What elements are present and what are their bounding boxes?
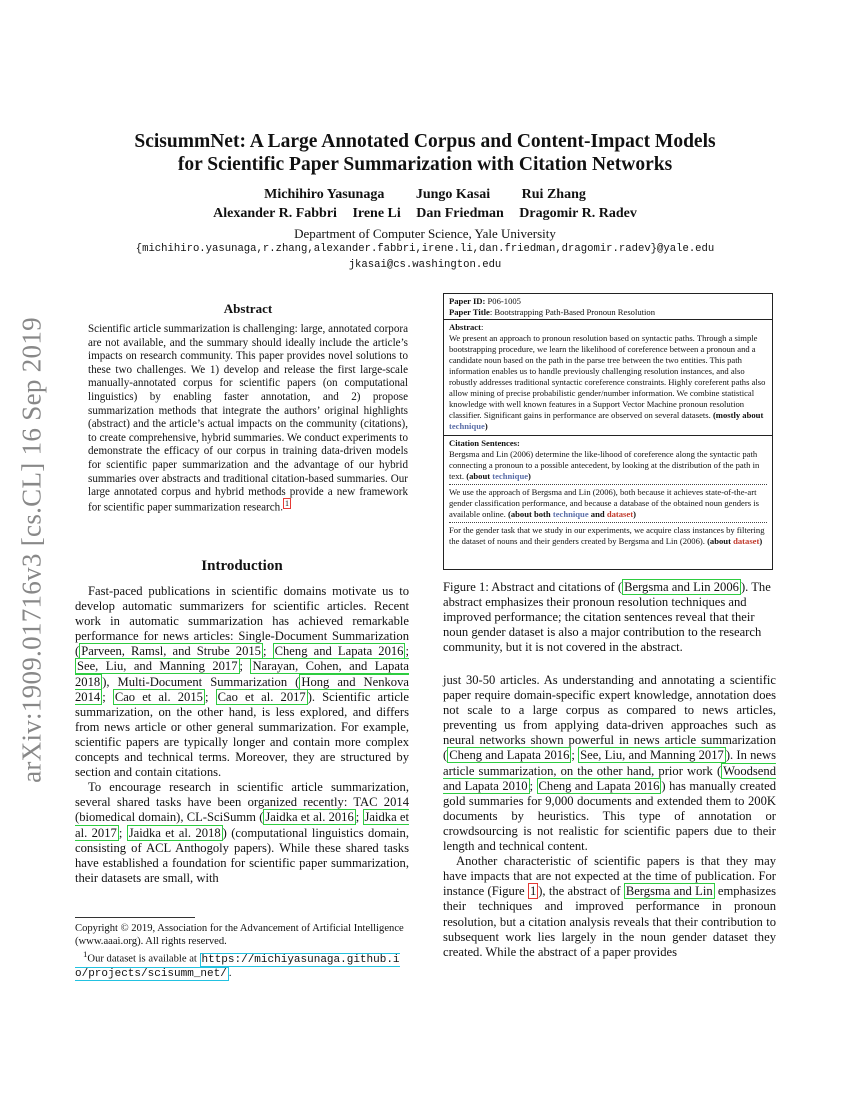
footnotes xyxy=(75,917,409,981)
citation-link[interactable]: Cao et al. 2017 xyxy=(217,689,306,704)
figure-dotted-divider xyxy=(449,484,767,485)
author-row-2 xyxy=(60,206,790,222)
figure-citation-1: Bergsma and Lin (2006) determine the like-lihood of coreference along the syntactic path connecting a pronoun to a possible antecedent, by looking at the distribution of the path in text. (about technique) xyxy=(449,449,760,481)
citation-link[interactable]: Jaidka et al. 2018 xyxy=(128,825,221,840)
citation-link[interactable]: Cheng and Lapata 2016 xyxy=(538,778,660,793)
dataset-url-link[interactable]: https://michiyasunaga.github.io/projects/scisumm_net/ xyxy=(75,953,400,980)
citation-link[interactable]: Cao et al. 2015 xyxy=(114,689,203,704)
intro-paragraph-2: To encourage research in scientific article summarization, several shared tasks have been organized recently: TAC 2014 (biomedical domain), CL-SciSumm ( Jaidka et al. 2016 ; Jaidka et al. 2017 ; Jaidka et al. 2018 ) (computational linguistics domain, consisting of ACL Anthogoly papers). While these shared tasks have established a foundation for scientific paper summarization, their datasets are small, with xyxy=(75,780,409,885)
figure-citation-3: For the gender task that we study in our experiments, we acquire class instances by filtering the dataset of nouns and their genders created by Bergsma and Lin (2006). (about dataset) xyxy=(449,525,765,546)
title-line-1: ScisummNet: A Large Annotated Corpus and Content-Impact Models xyxy=(134,131,716,152)
citation-link[interactable]: Hong and Nenkova 2014 xyxy=(75,674,409,704)
citation-link[interactable]: Cheng and Lapata 2016 xyxy=(449,748,570,763)
abstract-text: Scientific article summarization is challenging: large, annotated corpora are not available, and the summary should ideally include the article’s impacts on research community. This paper provides novel solutions to these two challenges. We 1) develop and release the first large-scale manually-annotated corpus for scientific papers (on computational linguistics) by enabling faster annotation, and 2) propose summarization methods that integrate the authors’ original highlights (abstract) and the article’s actual impacts on the community (citations), to create comprehensive, hybrid summaries. We conduct experiments to demonstrate the efficacy of our corpus in training data-driven models for scientific paper summarization and the advantage of our hybrid summaries over abstracts and traditional citation-based summaries. Our large annotated corpus and hybrid methods provide a new framework for scientific paper summarization research. xyxy=(88,323,408,514)
footnote-mark: 1 xyxy=(83,949,88,959)
introduction-heading: Introduction xyxy=(201,558,283,574)
citation-link[interactable]: Bergsma and Lin xyxy=(625,884,713,899)
author-email-secondary: jkasai@cs.washington.edu xyxy=(348,259,502,271)
author-name: Dan Friedman xyxy=(416,206,504,221)
author-name: Jungo Kasai xyxy=(415,187,491,202)
figure-citations-label: Citation Sentences: xyxy=(449,438,520,448)
author-name: Rui Zhang xyxy=(521,187,586,202)
footnote-1: $^1$Our dataset is available at https://michiyasunaga.github.io/projects/scisumm_net/ . xyxy=(75,949,400,980)
affiliation: Department of Computer Science, Yale University xyxy=(294,226,556,241)
right-paragraph-2: Another characteristic of scientific papers is that they may have impacts that are not expected at the time of publication. For instance (Figure 1 ), the abstract of Bergsma and Lin emphasizes their techniques and improved performance in pronoun resolution, but a citation analysis reveals that their contribution to subsequent work lies largely in the noun gender dataset they created. While the abstract of a paper provides xyxy=(443,854,776,959)
citation-link[interactable]: Jaidka et al. 2017 xyxy=(75,810,409,840)
figure-paper-id: Paper ID: P06-1005 xyxy=(449,296,521,306)
right-paragraph-1: just 30-50 articles. As understanding and annotating a scientific paper require domain-specific expert knowledge, annotation does not scale to a large corpus as compared to news articles, preventing us from applying data-driven approaches such as neural networks shown powerful in news article summarization ( Cheng and Lapata 2016 ; See, Liu, and Manning 2017 ). In news article summarization, on the other hand, prior work ( Woodsend and Lapata 2010 ; Cheng and Lapata 2016 ) has manually created gold summaries for 9,000 documents and extended them to 200K documents by heuristics. This type of annotation or crowdsourcing is not realistic for scientific papers due to their length and technical content. xyxy=(443,673,776,854)
copyright-notice: Copyright © 2019, Association for the Advancement of Artificial Intelligence (www.aaai.org). All rights reserved. xyxy=(75,923,404,947)
footnote-ref-1[interactable]: 1 xyxy=(284,498,289,508)
author-emails: {michihiro.yasunaga,r.zhang,alexander.fabbri,irene.li,dan.friedman,dragomir.radev}@yale.edu xyxy=(135,243,715,255)
author-name: Irene Li xyxy=(352,206,401,221)
introduction-body xyxy=(75,584,409,886)
citation-link[interactable]: Parveen, Ramsl, and Strube 2015 xyxy=(81,644,261,659)
title-line-2: for Scientific Paper Summarization with Citation Networks xyxy=(177,154,673,175)
citation-link[interactable]: See, Liu, and Manning 2017 xyxy=(580,748,724,763)
intro-paragraph-1: Fast-paced publications in scientific domains motivate us to develop automatic summarizers for scientific articles. Recent work in automatic summarization has achieved remarkable performance for news articles: Single-Document Summarization ( Parveen, Ramsl, and Strube 2015 ; Cheng and Lapata 2016 ; See, Liu, and Manning 2017 ; Narayan, Cohen, and Lapata 2018 ), Multi-Document Summarization ( Hong and Nenkova 2014 ; Cao et al. 2015 ; Cao et al. 2017 ). Scientific article summarization, on the other hand, is less explored, and differs from news article or other general summarization. For example, scientific papers are typically longer and contain more complex concepts and technical terms. Moreover, they are structured by section and contain citations. xyxy=(75,584,410,780)
paper-title xyxy=(60,130,790,176)
abstract-body xyxy=(88,323,408,515)
figure-dotted-divider xyxy=(449,522,767,523)
citation-link[interactable]: Narayan, Cohen, and Lapata 2018 xyxy=(75,659,409,689)
abstract-heading: Abstract xyxy=(223,301,273,316)
right-column-body xyxy=(443,673,776,960)
figure-1-caption: Figure 1: Abstract and citations of ( Bergsma and Lin 2006 ). The abstract emphasizes their pronoun resolution techniques and improved performance; the citation sentences reveal that their noun gender dataset is also a major contribution to the research community, but it is not covered in the abstract. xyxy=(443,580,771,655)
arxiv-identifier: arXiv:1909.01716v3 [cs.CL] 16 Sep 2019 xyxy=(16,317,47,783)
figure-citation-2: We use the approach of Bergsma and Lin (2006), both because it achieves state-of-the-art gender classification performance, and because a database of the obtained noun genders is available online. (about both technique and dataset) xyxy=(449,487,759,519)
footnote-divider xyxy=(75,917,195,918)
figure-1-box xyxy=(443,293,773,570)
author-name: Alexander R. Fabbri xyxy=(213,206,337,221)
citation-link[interactable]: Jaidka et al. 2016 xyxy=(265,810,354,825)
author-row-1 xyxy=(60,187,790,203)
figure-paper-title: Paper Title: Bootstrapping Path-Based Pronoun Resolution xyxy=(449,307,656,317)
citation-link[interactable]: Bergsma and Lin 2006 xyxy=(624,580,739,594)
figure-ref-link[interactable]: 1 xyxy=(529,884,537,899)
author-name: Michihiro Yasunaga xyxy=(264,187,385,202)
figure-abstract: Abstract: We present an approach to pronoun resolution based on syntactic paths. Through a simple bootstrapping procedure, we learn the likelihood of coreference between a pronoun and a candidate noun based on the path in the parse tree between the two entities. This path information enables us to handle previously challenging resolution instances, and also robustly addresses traditional syntactic coreference constraints. Highly coreferent paths also allow mining of precise probabilistic gender/number information. We combine statistical knowledge with well known features in a Support Vector Machine pronoun resolution classifier. Significant gains in performance are observed on several datasets. (mostly about technique) xyxy=(449,322,766,431)
citation-link[interactable]: Cheng and Lapata 2016 xyxy=(274,644,404,659)
arxiv-sidebar xyxy=(12,300,52,800)
citation-link[interactable]: See, Liu, and Manning 2017 xyxy=(77,659,238,674)
figure-divider xyxy=(444,435,772,436)
author-name: Dragomir R. Radev xyxy=(519,206,637,221)
figure-divider xyxy=(444,319,772,320)
citation-link[interactable]: Woodsend and Lapata 2010 xyxy=(443,763,776,793)
